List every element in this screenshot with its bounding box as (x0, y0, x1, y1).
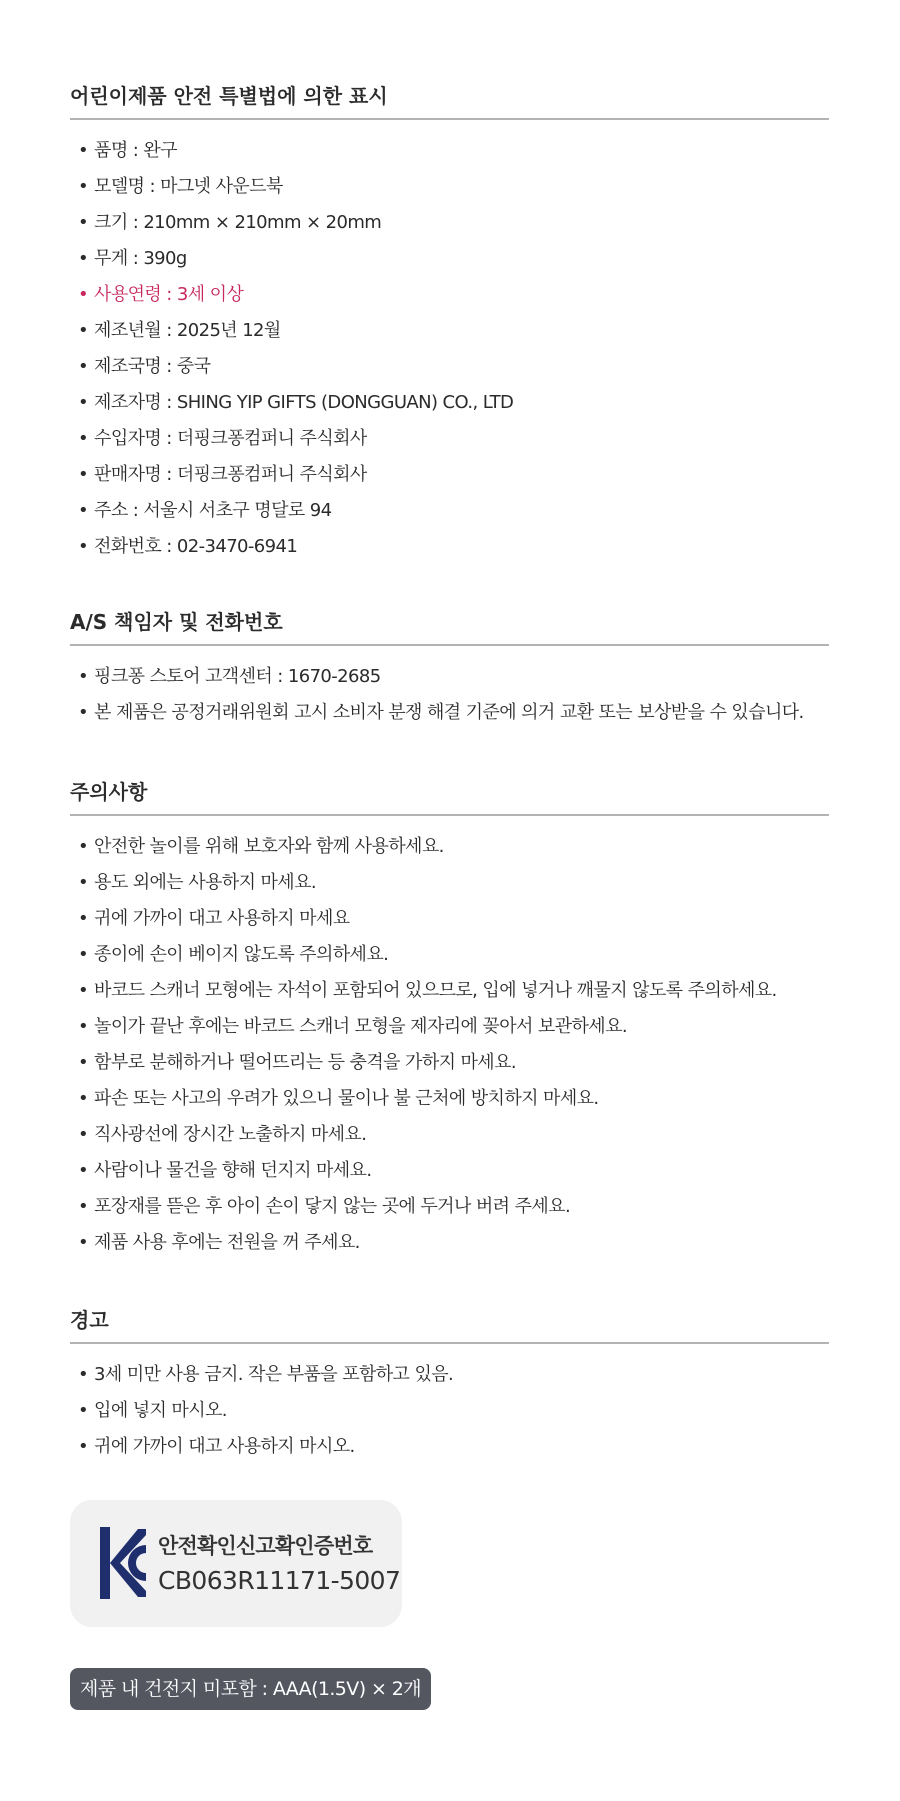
info-list (70, 1344, 829, 1465)
list-item: • 용도 외에는 사용하지 마세요. (70, 865, 829, 901)
list-item: • 핑크퐁 스토어 고객센터 : 1670-2685 (70, 659, 829, 695)
info-list (70, 816, 829, 1261)
list-item: • 제품 사용 후에는 전원을 꺼 주세요. (70, 1225, 829, 1261)
section-precautions (70, 770, 829, 1261)
list-item: • 3세 미만 사용 금지. 작은 부품을 포함하고 있음. (70, 1357, 829, 1393)
info-list (70, 120, 829, 565)
list-item: • 귀에 가까이 대고 사용하지 마시오. (70, 1429, 829, 1465)
section-title: 경고 (70, 1298, 829, 1344)
list-item: • 무게 : 390g (70, 241, 829, 277)
info-list (70, 646, 829, 731)
list-item: • 사람이나 물건을 향해 던지지 마세요. (70, 1153, 829, 1189)
kc-certification-card (70, 1500, 402, 1627)
list-item: • 귀에 가까이 대고 사용하지 마세요 (70, 901, 829, 937)
section-title: 어린이제품 안전 특별법에 의한 표시 (70, 74, 829, 120)
list-item: • 포장재를 뜯은 후 아이 손이 닿지 않는 곳에 두거나 버려 주세요. (70, 1189, 829, 1225)
kc-certificate-label: 안전확인신고확인증번호 (158, 1534, 373, 1558)
list-item: • 전화번호 : 02-3470-6941 (70, 529, 829, 565)
list-item: • 파손 또는 사고의 우려가 있으니 물이나 불 근처에 방치하지 마세요. (70, 1081, 829, 1117)
list-item: • 함부로 분해하거나 떨어뜨리는 등 충격을 가하지 마세요. (70, 1045, 829, 1081)
section-child-product-safety (70, 74, 829, 565)
list-item: • 바코드 스캐너 모형에는 자석이 포함되어 있으므로, 입에 넣거나 깨물지 않도록 주의하세요. (70, 973, 829, 1009)
list-item: • 판매자명 : 더핑크퐁컴퍼니 주식회사 (70, 457, 829, 493)
list-item: • 제조국명 : 중국 (70, 349, 829, 385)
kc-certificate-number: CB063R11171-5007 (158, 1566, 401, 1595)
section-warning (70, 1298, 829, 1465)
list-item: • 놀이가 끝난 후에는 바코드 스캐너 모형을 제자리에 꽂아서 보관하세요. (70, 1009, 829, 1045)
list-item: • 종이에 손이 베이지 않도록 주의하세요. (70, 937, 829, 973)
list-item: • 모델명 : 마그넷 사운드북 (70, 169, 829, 205)
list-item: • 제조년월 : 2025년 12월 (70, 313, 829, 349)
section-as-contact (70, 600, 829, 731)
list-item: • 입에 넣지 마시오. (70, 1393, 829, 1429)
kc-mark-icon (100, 1527, 146, 1599)
list-item: • 제조자명 : SHING YIP GIFTS (DONGGUAN) CO., LTD (70, 385, 829, 421)
list-item: • 본 제품은 공정거래위원회 고시 소비자 분쟁 해결 기준에 의거 교환 또는 보상받을 수 있습니다. (70, 695, 829, 731)
section-title: 주의사항 (70, 770, 829, 816)
battery-notice-badge: 제품 내 건전지 미포함 : AAA(1.5V) × 2개 (70, 1668, 431, 1710)
section-title: A/S 책임자 및 전화번호 (70, 600, 829, 646)
list-item: • 주소 : 서울시 서초구 명달로 94 (70, 493, 829, 529)
list-item-age-highlight: • 사용연령 : 3세 이상 (70, 277, 829, 313)
list-item: • 직사광선에 장시간 노출하지 마세요. (70, 1117, 829, 1153)
list-item: • 안전한 놀이를 위해 보호자와 함께 사용하세요. (70, 829, 829, 865)
list-item: • 품명 : 완구 (70, 133, 829, 169)
list-item: • 크기 : 210mm × 210mm × 20mm (70, 205, 829, 241)
list-item: • 수입자명 : 더핑크퐁컴퍼니 주식회사 (70, 421, 829, 457)
